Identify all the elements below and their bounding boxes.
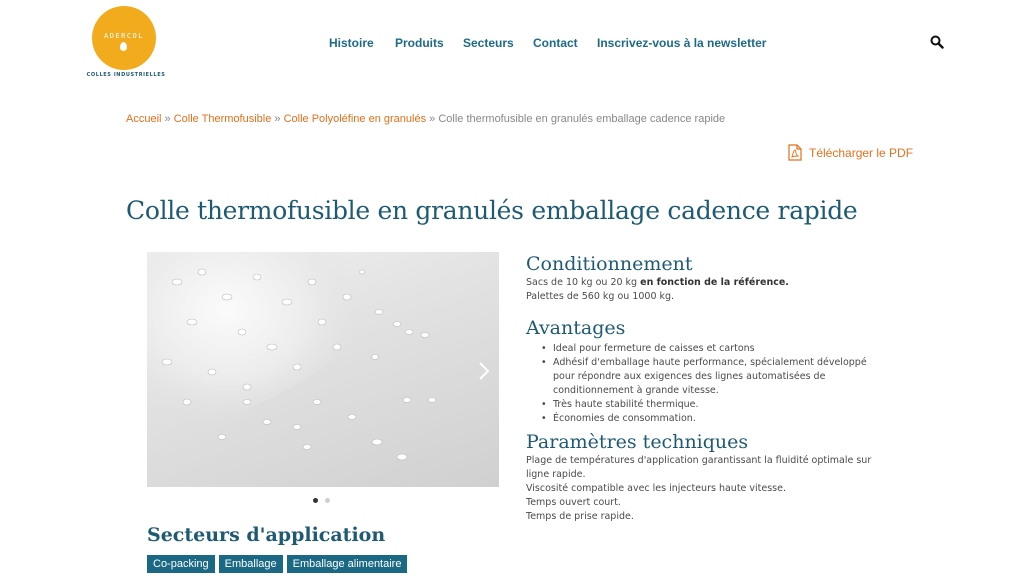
page-title: Colle thermofusible en granulés emballage cadence rapide (126, 196, 858, 225)
site-logo[interactable] (82, 6, 170, 82)
parametres-text (526, 454, 876, 524)
chevron-right-icon[interactable] (478, 361, 490, 381)
conditionnement-text (526, 276, 876, 304)
tag-emballage-alimentaire[interactable]: Emballage alimentaire (287, 555, 408, 573)
list-item: • Adhésif d'emballage haute performance, spécialement développé pour répondre aux exigences des lignes automatisées de conditionnement à grande vitesse. (541, 356, 876, 398)
drop-icon (120, 42, 127, 51)
avantages-heading: Avantages (526, 317, 626, 339)
slider-dots (313, 498, 330, 503)
logo-word: ADERCOL (103, 32, 144, 40)
breadcrumb (126, 113, 725, 125)
nav-item-produits[interactable]: Produits (395, 36, 444, 50)
breadcrumb-separator: » (274, 113, 281, 125)
avantages-list (541, 342, 876, 426)
conditionnement-heading: Conditionnement (526, 253, 693, 275)
list-item: • Ideal pour fermeture de caisses et cartons (541, 342, 876, 356)
tag-co-packing[interactable]: Co-packing (147, 555, 215, 573)
breadcrumb-link-colle-thermofusible[interactable]: Colle Thermofusible (173, 113, 272, 125)
download-pdf-link[interactable] (788, 144, 913, 161)
parametres-line: Plage de températures d'application garantissant la fluidité optimale sur ligne rapide. (526, 455, 872, 480)
secteurs-tags (147, 555, 407, 573)
nav-item-secteurs[interactable]: Secteurs (463, 36, 514, 50)
conditionnement-line1-bold: en fonction de la référence. (640, 277, 789, 288)
pellets-photo (147, 252, 499, 487)
breadcrumb-current: Colle thermofusible en granulés emballage cadence rapide (438, 113, 726, 125)
breadcrumb-separator: » (429, 113, 436, 125)
breadcrumb-separator: » (164, 113, 171, 125)
breadcrumb-link-polyolefine[interactable]: Colle Polyoléfine en granulés (283, 113, 427, 125)
nav-item-newsletter[interactable]: Inscrivez-vous à la newsletter (597, 36, 767, 50)
conditionnement-line1: Sacs de 10 kg ou 20 kg (526, 277, 641, 288)
nav-item-histoire[interactable]: Histoire (329, 36, 374, 50)
search-icon[interactable] (930, 34, 944, 48)
conditionnement-line2: Palettes de 560 kg ou 1000 kg. (526, 291, 675, 302)
breadcrumb-link-accueil[interactable]: Accueil (126, 113, 162, 125)
tag-emballage[interactable]: Emballage (219, 555, 283, 573)
logo-badge (92, 6, 156, 70)
product-details (526, 252, 876, 524)
slider-dot[interactable] (313, 498, 318, 503)
parametres-line: Viscosité compatible avec les injecteurs haute vitesse. (526, 483, 786, 494)
nav-item-contact[interactable]: Contact (533, 36, 578, 50)
secteurs-heading: Secteurs d'application (147, 524, 386, 546)
list-item: • Très haute stabilité thermique. (541, 398, 876, 412)
slider-dot[interactable] (325, 498, 330, 503)
list-item: • Économies de consommation. (541, 412, 876, 426)
parametres-line: Temps de prise rapide. (526, 511, 634, 522)
logo-tagline: COLLES INDUSTRIELLES (86, 72, 166, 78)
parametres-line: Temps ouvert court. (526, 497, 621, 508)
pdf-icon (788, 144, 802, 161)
download-pdf-label: Télécharger le PDF (809, 145, 914, 160)
product-image-slider[interactable] (147, 252, 499, 487)
parametres-heading: Paramètres techniques (526, 431, 749, 453)
